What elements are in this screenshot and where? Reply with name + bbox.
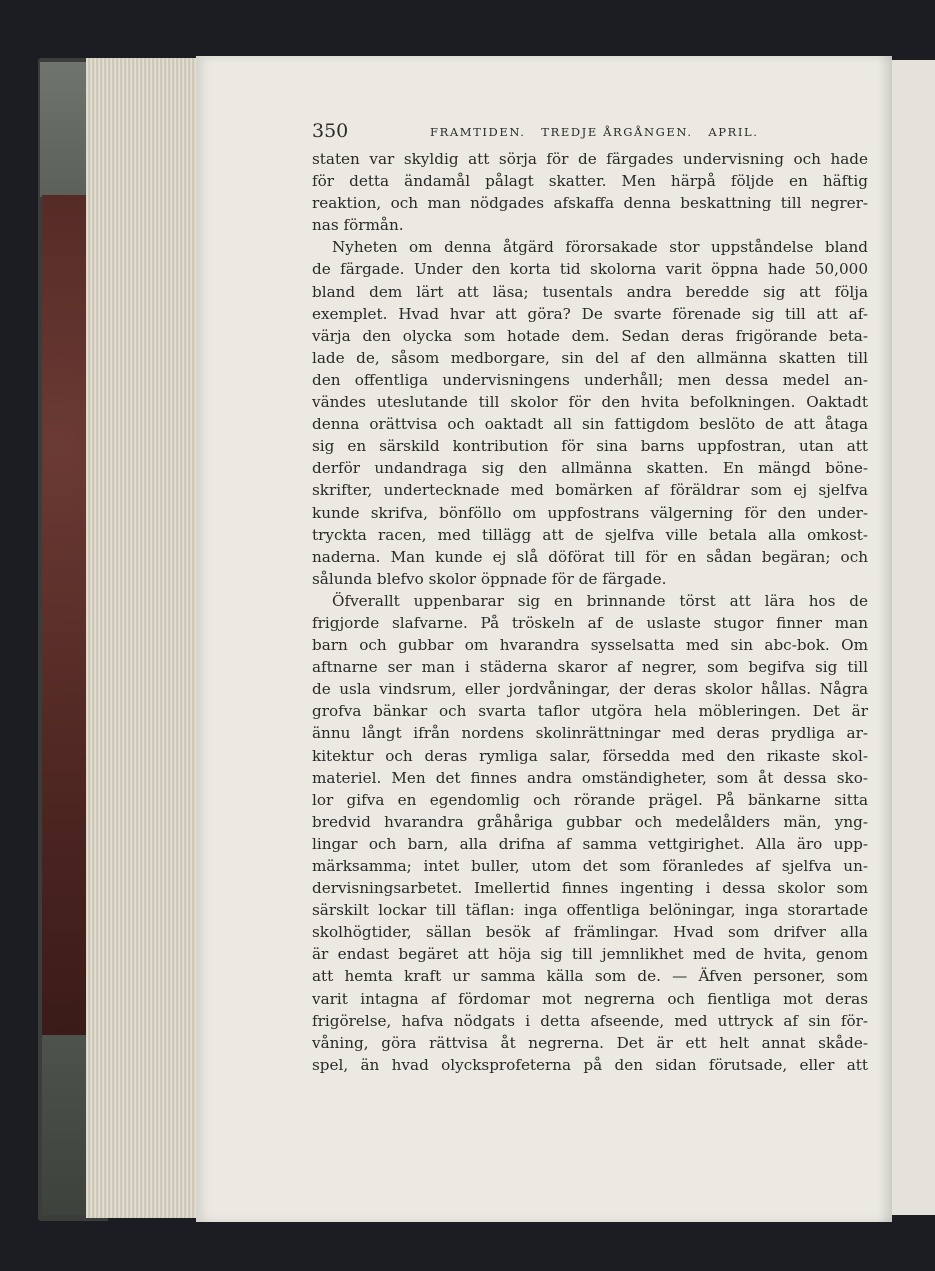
text-line: bland dem lärt att läsa; tusentals andra beredde sig att följa bbox=[312, 282, 868, 301]
text-line: ännu långt ifrån nordens skolinrättningar med deras prydliga ar- bbox=[312, 724, 868, 743]
text-line: vändes uteslutande till skolor för den hvita befolkningen. Oaktadt bbox=[312, 393, 868, 412]
body-text bbox=[312, 148, 868, 1076]
text-line: kunde skrifva, bönföllo om uppfostrans välgerning för den under- bbox=[312, 503, 868, 522]
text-line: för detta ändamål pålagt skatter. Men härpå följde en häftig bbox=[312, 172, 868, 191]
text-line: sig en särskild kontribution för sina barns uppfostran, utan att bbox=[312, 437, 868, 456]
text-line: staten var skyldig att sörja för de färgades undervisning och hade bbox=[312, 150, 868, 168]
text-line: varit intagna af fördomar mot negrerna och fientliga mot deras bbox=[312, 989, 868, 1008]
text-line: den offentliga undervisningens underhåll; men dessa medel an- bbox=[312, 370, 868, 389]
text-line: Nyheten om denna åtgärd förorsakade stor uppståndelse bland bbox=[332, 238, 868, 257]
text-line: att hemta kraft ur samma källa som de. — Äfven personer, som bbox=[312, 967, 868, 986]
text-line: frigjorde slafvarne. På tröskeln af de uslaste stugor finner man bbox=[312, 613, 868, 632]
text-line: grofva bänkar och svarta taflor utgöra hela möbleringen. Det är bbox=[312, 702, 868, 721]
gutter-shadow bbox=[878, 56, 892, 1222]
text-line: lade de, såsom medborgare, sin del af den allmänna skatten till bbox=[312, 348, 868, 367]
cover-leather-spine bbox=[42, 195, 90, 1035]
text-line: lor gifva en egendomlig och rörande prägel. På bänkarne sitta bbox=[312, 790, 868, 809]
text-line: tryckta racen, med tillägg att de sjelfva ville betala alla omkost- bbox=[312, 525, 868, 544]
running-head: FRAMTIDEN. TREDJE ÅRGÅNGEN. APRIL. bbox=[430, 125, 759, 139]
text-line: naderna. Man kunde ej slå döförat till för en sådan begäran; och bbox=[312, 547, 868, 566]
text-line: nas förmån. bbox=[312, 216, 404, 235]
cover-cloth-top bbox=[40, 62, 92, 197]
page-header bbox=[312, 120, 868, 144]
text-line: dervisningsarbetet. Imellertid finnes ingenting i dessa skolor som bbox=[312, 879, 868, 898]
text-line: lingar och barn, alla drifna af samma vettgirighet. Alla äro upp- bbox=[312, 834, 868, 853]
text-line: är endast begäret att höja sig till jemnlikhet med de hvita, genom bbox=[312, 945, 868, 964]
page-number: 350 bbox=[312, 120, 349, 142]
text-line: kitektur och deras rymliga salar, försedda med den rikaste skol- bbox=[312, 746, 868, 765]
text-line: exemplet. Hvad hvar att göra? De svarte förenade sig till att af- bbox=[312, 304, 868, 323]
text-line: frigörelse, hafva nödgats i detta afseende, med uttryck af sin för- bbox=[312, 1011, 868, 1030]
text-line: Öfverallt uppenbarar sig en brinnande törst att lära hos de bbox=[332, 591, 868, 610]
text-line: denna orättvisa och oaktadt all sin fattigdom beslöto de att åtaga bbox=[312, 415, 868, 434]
text-line: märksamma; intet buller, utom det som föranledes af sjelfva un- bbox=[312, 857, 868, 875]
page-edges bbox=[86, 58, 198, 1218]
text-line: våning, göra rättvisa åt negrerna. Det är ett helt annat skåde- bbox=[312, 1033, 868, 1052]
text-line: reaktion, och man nödgades afskaffa denna beskattning till negrer- bbox=[312, 194, 868, 213]
text-line: spel, än hvad olycksprofeterna på den sidan förutsade, eller att bbox=[312, 1055, 868, 1074]
facing-page-edge bbox=[888, 60, 935, 1215]
text-line: barn och gubbar om hvarandra sysselsatta med sin abc-bok. Om bbox=[312, 636, 868, 655]
text-line: skolhögtider, sällan besök af främlingar. Hvad som drifver alla bbox=[312, 923, 868, 942]
text-line: de usla vindsrum, eller jordvåningar, der deras skolor hållas. Några bbox=[312, 680, 868, 699]
cover-cloth-bottom bbox=[42, 1035, 90, 1215]
text-line: särskilt lockar till täflan: inga offentliga belöningar, inga storartade bbox=[312, 901, 868, 920]
text-line: skrifter, undertecknade med bomärken af föräldrar som ej sjelfva bbox=[312, 481, 868, 500]
text-line: sålunda blefvo skolor öppnade för de färgade. bbox=[312, 569, 667, 588]
text-line: derför undandraga sig den allmänna skatten. En mängd böne- bbox=[312, 459, 868, 478]
text-line: de färgade. Under den korta tid skolorna varit öppna hade 50,000 bbox=[312, 260, 868, 279]
text-line: bredvid hvarandra gråhåriga gubbar och medelålders män, yng- bbox=[312, 812, 868, 831]
text-line: värja den olycka som hotade dem. Sedan deras frigörande beta- bbox=[312, 326, 868, 345]
text-line: materiel. Men det finnes andra omständigheter, som åt dessa sko- bbox=[312, 768, 868, 787]
text-line: aftnarne ser man i städerna skaror af negrer, som begifva sig till bbox=[312, 658, 868, 677]
